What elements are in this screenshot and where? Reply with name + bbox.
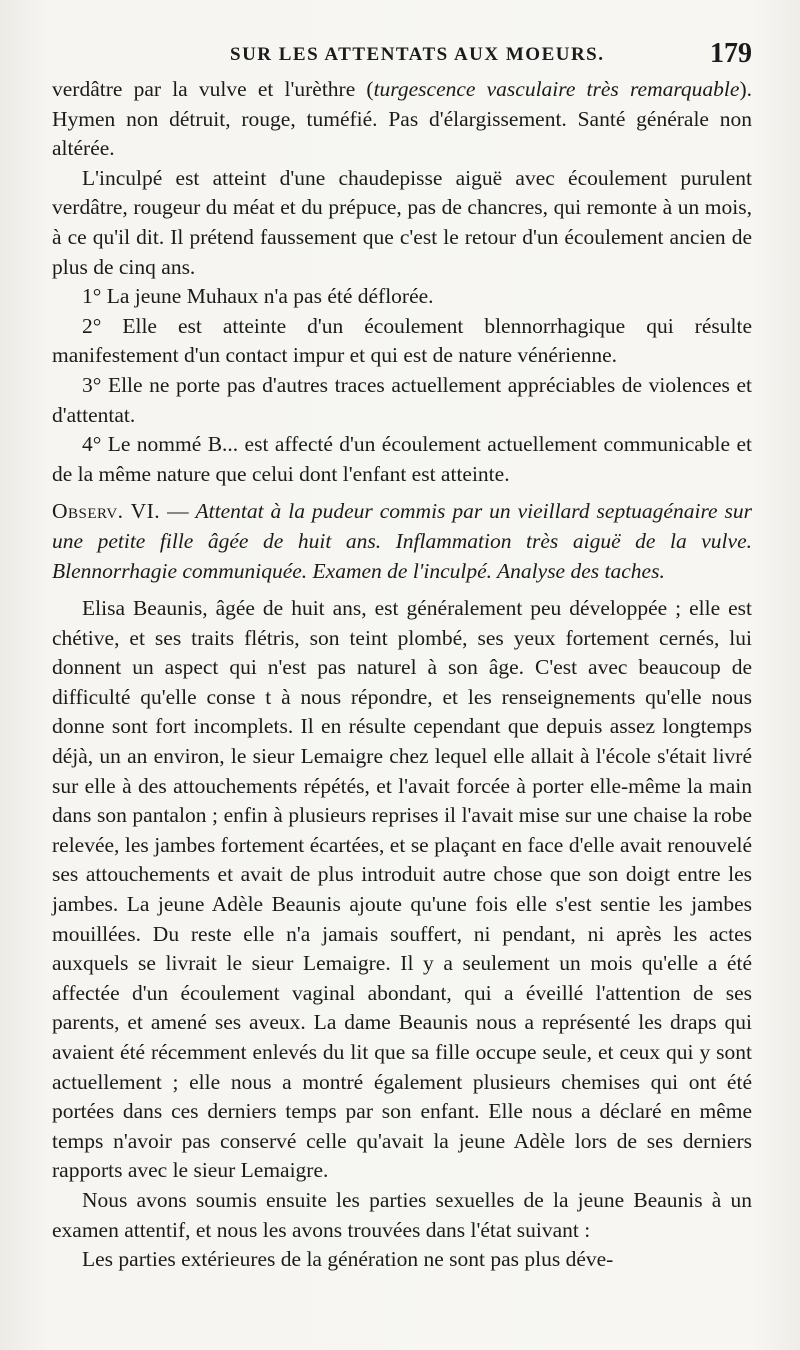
paragraph-examination: Nous avons soumis ensuite les parties sexuelles de la jeune Beaunis à un examen attentif, et nous les avons trouvées dans l'état suivant : bbox=[52, 1187, 752, 1242]
observation-label: Observ. VI. bbox=[52, 499, 161, 524]
page-body bbox=[52, 75, 752, 1275]
running-title: SUR LES ATTENTATS AUX MOEURS. bbox=[230, 44, 605, 65]
page-header bbox=[60, 38, 752, 78]
conclusion-1: 1° La jeune Muhaux n'a pas été déflorée. bbox=[82, 284, 434, 309]
paragraph-last-line: Les parties extérieures de la génération ne sont pas plus déve- bbox=[82, 1247, 614, 1272]
observation-heading: Observ. VI. — Attentat à la pudeur commis par un vieillard septuagénaire sur une petite fille âgée de huit ans. Inflammation très aiguë de la vulve. Blennorrhagie communiquée. Examen de l'inculpé. Analyse des taches. bbox=[52, 499, 752, 583]
observation-title: Attentat à la pudeur commis par un vieillard septuagénaire sur une petite fille âgée de huit ans. Inflammation très aiguë de la vulve. Blennorrhagie communiquée. Examen de l'inculpé. Analyse des taches. bbox=[52, 499, 752, 583]
conclusion-2: 2° Elle est atteinte d'un écoulement blennorrhagique qui résulte manifestement d'un contact impur et qui est de nature vénérienne. bbox=[52, 313, 752, 368]
conclusion-3: 3° Elle ne porte pas d'autres traces actuellement appréciables de violences et d'attentat. bbox=[52, 372, 752, 427]
paragraph-narrative: Elisa Beaunis, âgée de huit ans, est généralement peu développée ; elle est chétive, et ses traits flétris, son teint plombé, ses yeux fortement cernés, lui donnent un aspect qui n'est pas naturel à son âge. C'est avec beaucoup de difficulté qu'elle conse t à nous répondre, et les renseignements qu'elle nous donne sont fort incomplets. Il en résulte cependant que depuis assez longtemps déjà, un an environ, le sieur Lemaigre chez lequel elle allait à l'école s'était livré sur elle à des attouchements répétés, et l'avait forcée à porter elle-même la main dans son pantalon ; enfin à plusieurs reprises il l'avait mise sur une chaise la robe relevée, les jambes fortement écartées, et se plaçant en face d'elle avait renouvelé ses attouchements et avait de plus introduit autre chose que son doigt entre les jambes. La jeune Adèle Beaunis ajoute qu'une fois elle s'est sentie les jambes mouillées. Du reste elle n'a jamais souffert, ni pendant, ni après les actes auxquels se livrait le sieur Lemaigre. Il y a seulement un mois qu'elle a été affectée d'un écoulement vaginal abondant, qui a éveillé l'attention de ses parents, et amené ses aveux. La dame Beaunis nous a représenté les draps qui avaient été récemment enlevés du lit que sa fille occupe seule, et ceux qui y sont actuellement ; elle nous a montré également plusieurs chemises qui ont été portées dans ces derniers temps par son enfant. Elle nous a déclaré en même temps n'avoir pas conservé celle qu'avait la jeune Adèle lors de ses derniers rapports avec le sieur Lemaigre. bbox=[52, 596, 752, 1183]
paragraph-exam-continued: verdâtre par la vulve et l'urèthre (turgescence vasculaire très remarquable). Hymen non détruit, rouge, tuméfié. Pas d'élargissement. Santé générale non altérée. bbox=[52, 77, 752, 161]
page-number: 179 bbox=[710, 38, 752, 69]
conclusion-4: 4° Le nommé B... est affecté d'un écoulement actuellement communicable et de la même nature que celui dont l'enfant est atteinte. bbox=[52, 432, 752, 486]
paragraph-inculpe: L'inculpé est atteint d'une chaudepisse aiguë avec écoulement purulent verdâtre, rougeur du méat et du prépuce, pas de chancres, qui remonte à un mois, à ce qu'il dit. Il prétend faussement que c'est le retour d'un écoulement ancien de plus de cinq ans. bbox=[52, 165, 752, 279]
